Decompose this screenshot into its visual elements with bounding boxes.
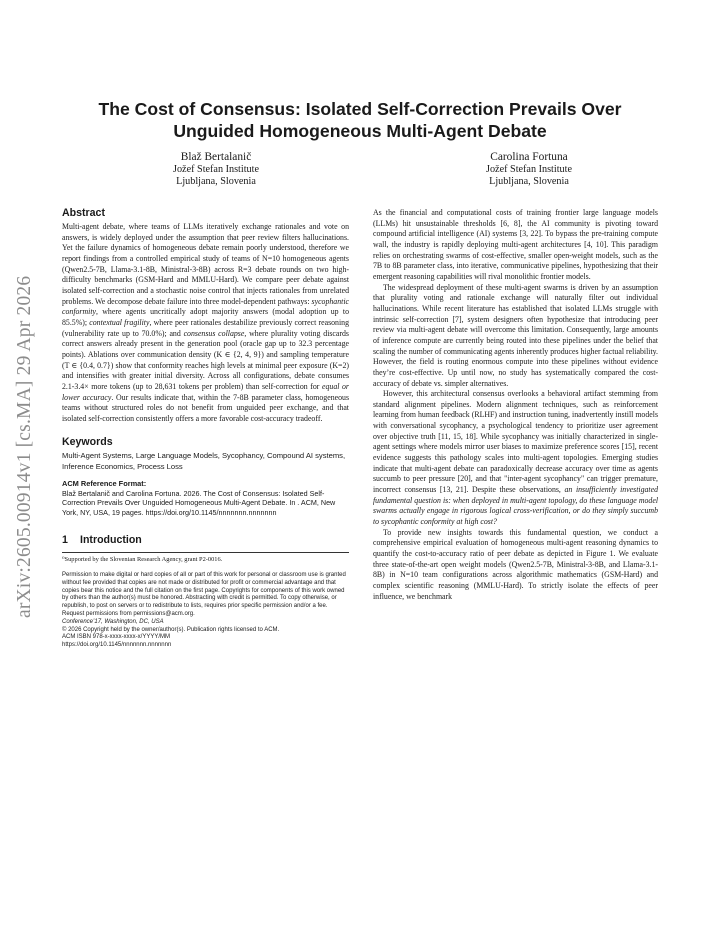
footnote: ⁰Supported by the Slovenian Research Agency, grant P2-0016. [62,552,349,564]
section-number: 1 [62,533,68,546]
intro-paragraph-3: However, this architectural consensus overlooks a behavioral artifact stemming from standard alignment pipelines. Modern alignment techniques, such as reinforcement learning from human feedback (RLHF) and instruction tuning, inadvertently instill models with conversational sycophancy, a psychological tendency to prioritize user agreement over objective truth [11, 15, 18]. While sycophancy was initially characterized in single-agent settings where models mirror user biases to maximize preference scores [15], recent evidence suggests this pathology scales into multi-agent topologies. Emerging studies indicate that multi-agent debate can paradoxically decrease accuracy over time as agents succumb to peer pressure [20], and that "inter-agent sycophancy" can trigger premature, incorrect consensus [13, 21]. Despite these observations, an insufficiently investigated fundamental question is: when deployed in multi-agent topology, do these language model swarms actually engage in rigorous logical cross-verification, or do they simply succumb to sycophantic conformity at high cost? [373,389,658,527]
doi-link[interactable]: https://doi.org/10.1145/nnnnnnn.nnnnnnn [62,642,172,649]
author-location: Ljubljana, Slovenia [489,176,569,187]
permission-text: Permission to make digital or hard copies of all or part of this work for personal or classroom use is granted without fee provided that copies are not made or distributed for profit or commercial advantage and that copies bear this notice and the full citation on the first page. Copyrights for components of this work owned by others than the author(s) must be honored. Abstracting with credit is permitted. To copy otherwise, or republish, to post on servers or to redistribute to lists, requires prior specific permission and/or a fee. Request permissions from permissions@acm.org. [62,571,346,617]
author-location: Ljubljana, Slovenia [176,176,256,187]
author-institution: Jožef Stefan Institute [485,163,572,175]
author-name: Carolina Fortuna [490,151,568,163]
section-heading-introduction [62,534,349,547]
keywords-text: Multi-Agent Systems, Large Language Models, Sycophancy, Compound AI systems, Inference Economics, Process Loss [62,451,346,472]
term-equal-or-lower-accuracy: equal or lower accuracy [62,381,349,402]
author-name: Blaž Bertalanič [180,151,252,163]
term-consensus-collapse: consensus collapse [183,328,245,338]
isbn-line: ACM ISBN 978-x-xxxx-xxxx-x/YYYY/MM [62,634,171,641]
intro-paragraph-4: To provide new insights towards this fundamental question, we conduct a comprehensive empirical evaluation of homogeneous multi-agent reasoning dynamics to quantify the cost-to-accuracy ratio of peer debate as depicted in Figure 1. We evaluate three state-of-the-art open weight models (Qwen2.5-7B, Ministral-3-8B, and Llama-3.1-8B) in N=10 team configurations across algorithmic mathematics (GSM-Hard) and complex scientific reasoning (MMLU-Hard). To strictly isolate the effects of peer influence, we benchmark [373,527,658,601]
conference-name: Conference’17, Washington, DC, USA [62,618,164,625]
keywords-heading: Keywords [62,436,113,449]
abstract-text: Multi-agent debate, where teams of LLMs iteratively exchange rationales and vote on answers, is widely deployed under the assumption that peer review filters hallucinations. Yet the failure dynamics of homogeneous debate remain poorly understood, therefore we report findings from a controlled empirical study of teams of N=10 homogeneous agents (Qwen2.5-7B, Llama-3.1-8B, Ministral-3-8B) across R=3 debate rounds on two high-difficulty benchmarks (GSM-Hard and MMLU-Hard). We compare peer debate against isolated self-correction and a stochastic noise control that injects rationales from unrelated problems. We decompose debate failure into three model-dependent pathways: sycophantic conformity, where agents uncritically adopt majority answers (modal adoption up to 85.5%); contextual fragility, where peer rationales destabilize previously correct reasoning (vulnerability rate up to 70.0%); and consensus collapse, where plurality voting discards correct answers already present in the generation pool (oracle gap up to 32.3 percentage points). Ablations over communication density (K ∈ {2, 4, 9}) and sampling temperature (T ∈ {0.4, 0.7}) show that conformity reaches high levels at minimal peer exposure (K=2) and intensifies with greater initial diversity. Across all configurations, debate consumes 2.1-3.4× more tokens (up to 28,631 tokens per problem) than self-correction for equal or lower accuracy. Our results indicate that, within the 7-8B parameter class, homogeneous teams without structured roles do not benefit from unguided peer exchange, and that isolated self-correction consistently offers a more favorable cost-accuracy tradeoff. [62,222,350,423]
author-institution: Jožef Stefan Institute [172,163,259,175]
abstract-heading: Abstract [62,207,105,219]
author-block-2 [419,151,639,189]
title-line-1: The Cost of Consensus: Isolated Self-Correction Prevails Over [98,99,622,119]
title-line-2: Unguided Homogeneous Multi-Agent Debate [173,121,547,141]
intro-paragraph-2: The widespread deployment of these multi-agent swarms is driven by an assumption that plurality voting and rationale exchange will naturally filter out individual hallucinations. While recent literature has established that isolated LLMs struggle with intrinsic self-correction [7], system designers often hypothesize that introducing peer review via multi-agent debate will overcome this limitation. Consequently, large amounts of inference compute are currently being routed into these pipelines under the belief that scaling the number of communicating agents inherently produces higher factual reliability. However, the field is routing enormous compute into these pipelines without evidence they’re cost-effective. Up until now, no study has systematically compared the cost-accuracy of debate vs. simpler alternatives. [373,282,658,388]
arxiv-identifier[interactable]: arXiv:2605.00914v1 [cs.MA] 29 Apr 2026 [14,275,35,618]
right-column [373,208,658,602]
acm-reference-heading: ACM Reference Format: [62,478,147,488]
term-contextual-fragility: contextual fragility [89,317,150,327]
term-sycophantic-conformity: sycophantic conformity [62,296,349,317]
research-question: an insufficiently investigated fundamental question is: when deployed in multi-agent topology, do these language model swarms actually engage in rigorous logical cross-verification, or do they simply succumb to sycophantic conformity at high cost? [373,485,658,527]
copyright-line: © 2026 Copyright held by the owner/author(s). Publication rights licensed to ACM. [62,626,280,633]
permission-block [62,572,349,650]
section-title: Introduction [80,533,142,546]
acm-reference-text: Blaž Bertalanič and Carolina Fortuna. 2026. The Cost of Consensus: Isolated Self-Correction Prevails Over Unguided Homogeneous Multi-Agent Debate. In . ACM, New York, NY, USA, 19 pages. https://doi.org/10.1145/nnnnnnn.nnnnnnn [62,488,336,517]
left-column [62,207,349,650]
intro-paragraph-1: As the financial and computational costs of training frontier large language models (LLMs) hit unsustainable thresholds [6, 8], the AI community is pivoting toward compound artificial intelligence (AI) systems [3, 22]. To bypass the pre-training compute wall, the industry is rapidly deploying multi-agent architectures [4, 10]. This paradigm relies on orchestrating swarms of cost-effective, smaller open-weight models, such as the 7B to 8B parameter class, into iterative, communicative pipelines, hypothesizing that their emergent reasoning capabilities will rival monolithic frontier models. [373,208,658,281]
paper-title [60,98,660,142]
author-block-1 [106,151,326,189]
